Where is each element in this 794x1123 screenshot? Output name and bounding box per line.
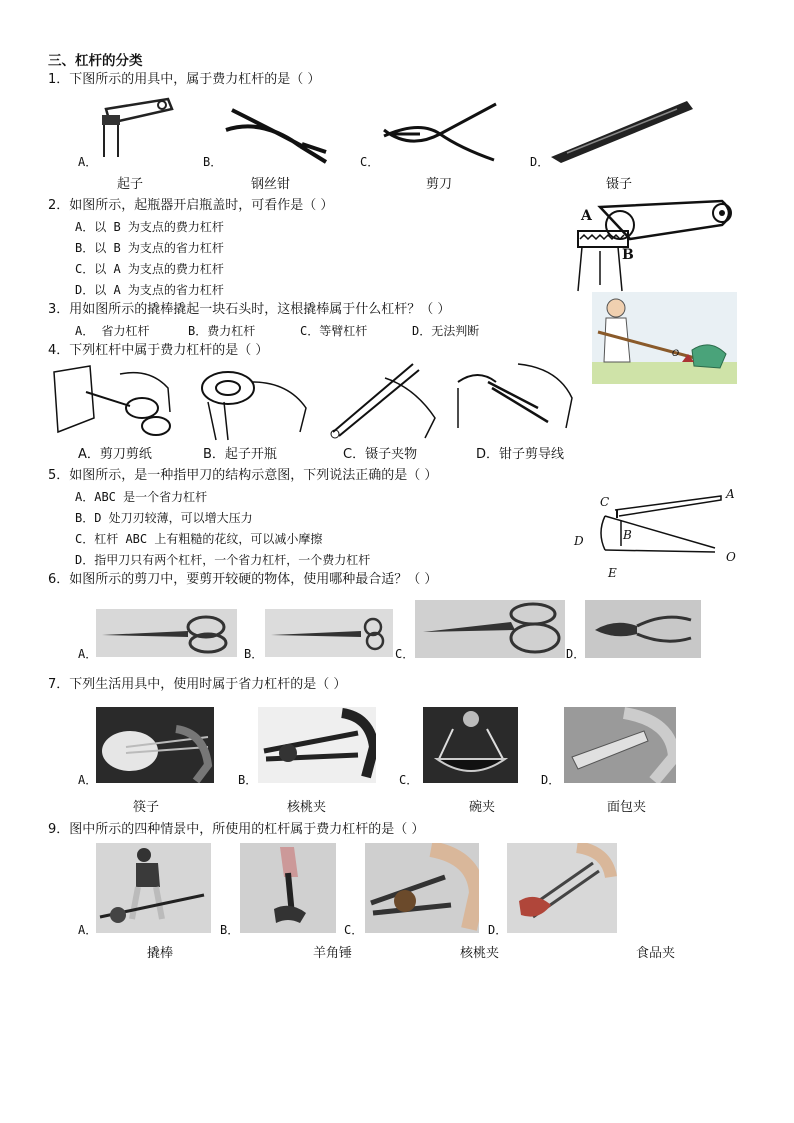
q5-fig-label-e: E bbox=[608, 566, 617, 580]
q9-caption-d: 食品夹 bbox=[636, 946, 676, 961]
section-title: 三、杠杆的分类 bbox=[48, 53, 143, 69]
q1-caption-b: 钢丝钳 bbox=[251, 177, 291, 192]
q2-option-b[interactable]: B．以 B 为支点的省力杠杆 bbox=[75, 241, 224, 255]
q5-fig-label-d: D bbox=[574, 534, 584, 548]
q2-stem: 2．如图所示，起瓶器开启瓶盖时，可看作是（ ） bbox=[48, 198, 334, 213]
q1-option-d[interactable]: D． bbox=[530, 155, 550, 169]
q9-caption-b: 羊角锤 bbox=[313, 946, 353, 961]
q4-option-c[interactable]: C．镊子夹物 bbox=[343, 447, 418, 462]
q2-option-c[interactable]: C．以 A 为支点的费力杠杆 bbox=[75, 262, 224, 276]
q4-option-b[interactable]: B．起子开瓶 bbox=[203, 447, 277, 462]
crowbar-person-image bbox=[96, 843, 211, 933]
q9-caption-c: 核桃夹 bbox=[460, 946, 500, 961]
q1-caption-c: 剪刀 bbox=[426, 177, 453, 192]
q9-option-b[interactable]: B． bbox=[220, 923, 240, 937]
claw-hammer-image bbox=[240, 843, 336, 933]
short-blade-shears-image bbox=[585, 600, 701, 658]
q5-fig-label-a: A bbox=[726, 487, 735, 501]
q9-caption-a: 撬棒 bbox=[147, 946, 174, 961]
q5-option-b[interactable]: B．D 处刀刃较薄，可以增大压力 bbox=[75, 511, 253, 525]
chopsticks-image bbox=[96, 707, 214, 783]
q2-option-d[interactable]: D．以 A 为支点的省力杠杆 bbox=[75, 283, 224, 297]
q1-caption-a: 起子 bbox=[117, 177, 144, 192]
q3-option-c[interactable]: C．等臂杠杆 bbox=[300, 324, 368, 338]
q1-option-b[interactable]: B． bbox=[203, 155, 223, 169]
walnut-cracker-image bbox=[258, 707, 376, 783]
q4-stem: 4．下列杠杆中属于费力杠杆的是（ ） bbox=[48, 343, 269, 358]
q7-option-d[interactable]: D． bbox=[541, 773, 561, 787]
q1-option-a[interactable]: A． bbox=[78, 155, 98, 169]
tweezers-holding-figure bbox=[325, 358, 445, 442]
q7-caption-d: 面包夹 bbox=[607, 800, 647, 815]
q7-option-b[interactable]: B． bbox=[238, 773, 258, 787]
q5-option-c[interactable]: C．杠杆 ABC 上有粗糙的花纹，可以减小摩擦 bbox=[75, 532, 323, 546]
q2-fig-label-b: B bbox=[622, 247, 634, 263]
q5-stem: 5．如图所示，是一种指甲刀的结构示意图，下列说法正确的是（ ） bbox=[48, 468, 438, 483]
bottle-opener-diagram bbox=[570, 195, 745, 295]
q7-caption-c: 碗夹 bbox=[469, 800, 496, 815]
q2-option-a[interactable]: A．以 B 为支点的费力杠杆 bbox=[75, 220, 224, 234]
q6-option-c[interactable]: C． bbox=[395, 647, 415, 661]
q7-option-a[interactable]: A． bbox=[78, 773, 98, 787]
q5-fig-label-b: B bbox=[623, 528, 632, 542]
q3-fig-label-o: O bbox=[672, 349, 680, 359]
q3-option-b[interactable]: B．费力杠杆 bbox=[188, 324, 256, 338]
q6-option-b[interactable]: B． bbox=[244, 647, 264, 661]
q4-option-d[interactable]: D．钳子剪导线 bbox=[476, 447, 565, 462]
q9-option-c[interactable]: C． bbox=[344, 923, 364, 937]
q9-option-d[interactable]: D． bbox=[488, 923, 508, 937]
scissors-figure bbox=[380, 100, 500, 162]
q7-caption-b: 核桃夹 bbox=[287, 800, 327, 815]
tailor-scissors-image bbox=[415, 600, 565, 658]
bread-clip-image bbox=[564, 707, 676, 783]
q3-stem: 3．用如图所示的撬棒撬起一块石头时，这根撬棒属于什么杠杆？（ ） bbox=[48, 302, 451, 317]
pliers-cutting-wire-figure bbox=[448, 358, 578, 442]
q1-caption-d: 镊子 bbox=[606, 177, 633, 192]
q7-stem: 7．下列生活用具中，使用时属于省力杠杆的是（ ） bbox=[48, 677, 347, 692]
q7-option-c[interactable]: C． bbox=[399, 773, 419, 787]
crowbar-scene-image bbox=[592, 292, 737, 384]
q3-option-a[interactable]: A． 省力杠杆 bbox=[75, 324, 150, 338]
q7-caption-a: 筷子 bbox=[133, 800, 160, 815]
q4-option-a[interactable]: A．剪刀剪纸 bbox=[78, 447, 152, 462]
long-blade-scissors-image bbox=[96, 609, 237, 657]
q1-option-c[interactable]: C． bbox=[360, 155, 380, 169]
q9-option-a[interactable]: A． bbox=[78, 923, 98, 937]
walnut-cracker-hand-image bbox=[365, 843, 479, 933]
q5-option-a[interactable]: A．ABC 是一个省力杠杆 bbox=[75, 490, 208, 504]
food-tongs-image bbox=[507, 843, 617, 933]
wire-pliers-figure bbox=[222, 100, 332, 165]
q5-fig-label-c: C bbox=[600, 495, 610, 509]
q9-stem: 9．图中所示的四种情景中，所使用的杠杆属于费力杠杆的是（ ） bbox=[48, 822, 425, 837]
q2-fig-label-a: A bbox=[581, 208, 592, 224]
opener-opening-bottle-figure bbox=[188, 362, 313, 442]
tweezers-figure bbox=[547, 95, 697, 165]
q6-option-d[interactable]: D． bbox=[566, 647, 586, 661]
q3-option-d[interactable]: D．无法判断 bbox=[412, 324, 480, 338]
q6-option-a[interactable]: A． bbox=[78, 647, 98, 661]
thin-scissors-image bbox=[265, 609, 393, 657]
q5-option-d[interactable]: D．指甲刀只有两个杠杆，一个省力杠杆，一个费力杠杆 bbox=[75, 553, 371, 567]
q1-stem: 1．下图所示的用具中，属于费力杠杆的是（ ） bbox=[48, 72, 321, 87]
q5-fig-label-o: O bbox=[726, 550, 736, 564]
q6-stem: 6．如图所示的剪刀中，要剪开较硬的物体，使用哪种最合适？（ ） bbox=[48, 572, 438, 587]
bowl-clip-image bbox=[423, 707, 518, 783]
scissors-cutting-paper-figure bbox=[50, 362, 175, 442]
bottle-opener-figure bbox=[98, 95, 178, 165]
